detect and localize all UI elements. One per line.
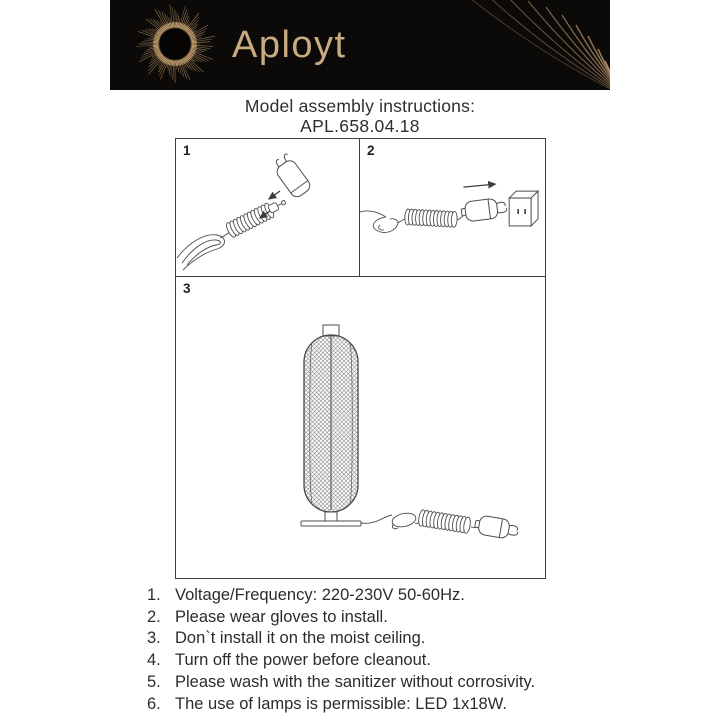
instruction-item	[147, 650, 535, 672]
item-text: Please wear gloves to install.	[175, 607, 388, 626]
page-title: Model assembly instructions:	[244, 96, 476, 116]
assembled-lamp-drawing	[176, 277, 545, 577]
item-text: The use of lamps is permissible: LED 1x18W.	[175, 694, 507, 713]
instruction-item	[147, 585, 535, 607]
plug-into-outlet-drawing	[360, 139, 545, 276]
item-text: Voltage/Frequency: 220-230V 50-60Hz.	[175, 586, 465, 604]
item-text: Please wash with the sanitizer without corrosivity.	[175, 672, 536, 691]
corner-rays-icon	[110, 0, 610, 90]
panel-1-number: 1	[183, 143, 191, 158]
item-number: 6.	[147, 694, 161, 713]
item-number: 1.	[147, 586, 161, 604]
diagram-top-row	[176, 139, 545, 277]
item-number: 4.	[147, 651, 161, 670]
panel-3-number: 3	[183, 281, 191, 296]
item-number: 5.	[147, 672, 161, 691]
model-number: APL.658.04.18	[300, 116, 420, 136]
adapter-attach-drawing	[176, 139, 359, 276]
instruction-list	[147, 585, 535, 715]
item-number: 3.	[147, 629, 161, 648]
diagram-grid	[175, 138, 546, 579]
item-text: Don`t install it on the moist ceiling.	[175, 629, 426, 648]
item-number: 2.	[147, 607, 161, 626]
brand-banner	[110, 0, 610, 90]
instruction-item	[147, 628, 535, 650]
instruction-item	[147, 672, 535, 694]
instruction-item	[147, 607, 535, 629]
instruction-item	[147, 694, 535, 716]
panel-2-number: 2	[367, 143, 375, 158]
brand-name: Aployt	[232, 23, 347, 66]
diagram-panel-1	[176, 139, 360, 276]
diagram-panel-2	[360, 139, 545, 276]
diagram-panel-3	[176, 277, 545, 577]
item-text: Turn off the power before cleanout.	[175, 651, 431, 670]
